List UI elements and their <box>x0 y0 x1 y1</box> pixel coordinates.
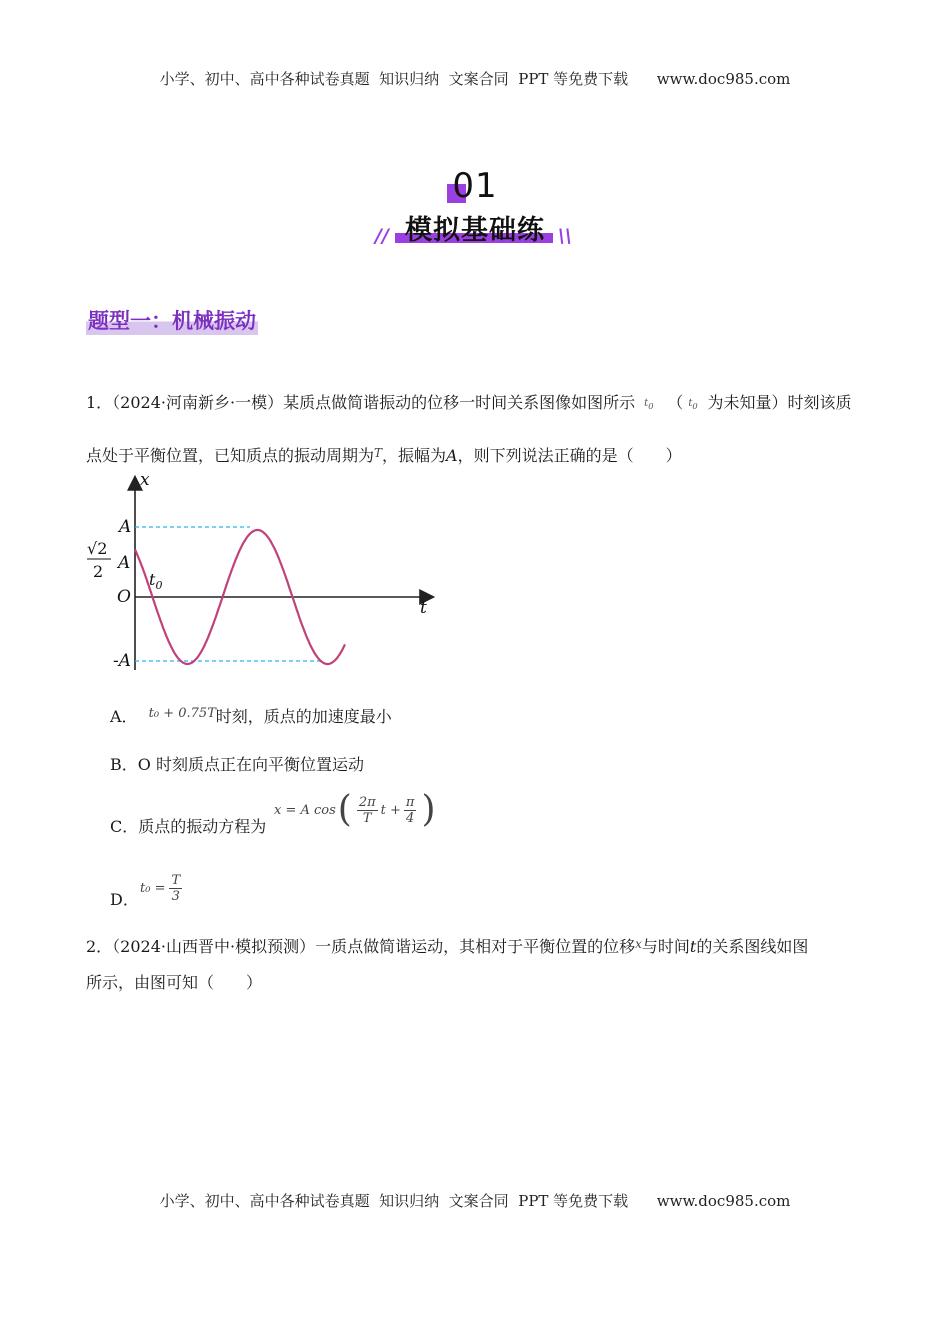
option-d-equation: t₀ = $\frac{T}{3}$ <box>140 873 181 904</box>
origin-label: O <box>117 587 131 607</box>
question-type-heading: 题型一：机械振动 <box>86 305 258 335</box>
q1-graph <box>84 470 444 680</box>
section-title: 模拟基础练 <box>405 215 545 246</box>
neg-amplitude-label: -A <box>113 651 132 671</box>
option-c-equation: x = A cos ( 2π T t + $\frac{\pi}{4}$ ) <box>274 789 436 830</box>
page-footer: 小学、初中、高中各种试卷真题 知识归纳 文案合同 PPT 等免费下载 www.doc985.com <box>159 1192 791 1210</box>
y-axis-label: x <box>140 470 150 490</box>
q1-option-c: C．质点的振动方程为 <box>110 817 267 836</box>
q1-line1-a: 1．（2024·河南新乡·一模）某质点做简谐振动的位移一时间关系图像如图所示 <box>86 393 636 412</box>
section-number: 01 <box>452 166 498 206</box>
option-a-math: t₀ + 0.75T <box>148 706 216 721</box>
q2-x-var: x <box>635 937 642 951</box>
q1-line1-b: 为未知量）时刻该质 <box>707 393 852 412</box>
q2-t-var: t <box>689 937 697 956</box>
q1-option-d: D． <box>110 890 139 909</box>
q1-line1: 1．（2024·河南新乡·一模）某质点做简谐振动的位移一时间关系图像如图所示 $t_0$ （ $t_0$ 为未知量）时刻该质 <box>86 393 852 412</box>
sqrt2-A-label: A <box>118 553 131 573</box>
t0-label: $t_0$ <box>149 570 163 592</box>
q1-period-var: T <box>374 446 383 460</box>
page-header: 小学、初中、高中各种试卷真题 知识归纳 文案合同 PPT 等免费下载 www.doc985.com <box>159 70 791 88</box>
q1-option-a: A． t₀ + 0.75T 时刻，质点的加速度最小 <box>110 706 392 726</box>
x-axis-label: t <box>420 598 427 618</box>
q1-option-b: B．O 时刻质点正在向平衡位置运动 <box>110 755 364 774</box>
q1-amplitude-var: A <box>446 446 458 465</box>
sqrt2-numerator: √2 <box>87 539 108 558</box>
q2-line2: 所示，由图可知（ ） <box>86 973 263 992</box>
left-slash-decoration: // <box>375 225 389 247</box>
q2-line1: 2．（2024·山西晋中·模拟预测）一质点做简谐运动，其相对于平衡位置的位移$^x$与时间t的关系图线如图 <box>86 937 809 956</box>
q1-line2: 点处于平衡位置，已知质点的振动周期为$^T$，振幅为A，则下列说法正确的是（ ） <box>86 446 682 465</box>
sqrt2-denominator: 2 <box>93 562 104 581</box>
right-slash-decoration: \\ <box>558 225 572 247</box>
amplitude-label: A <box>119 517 132 537</box>
